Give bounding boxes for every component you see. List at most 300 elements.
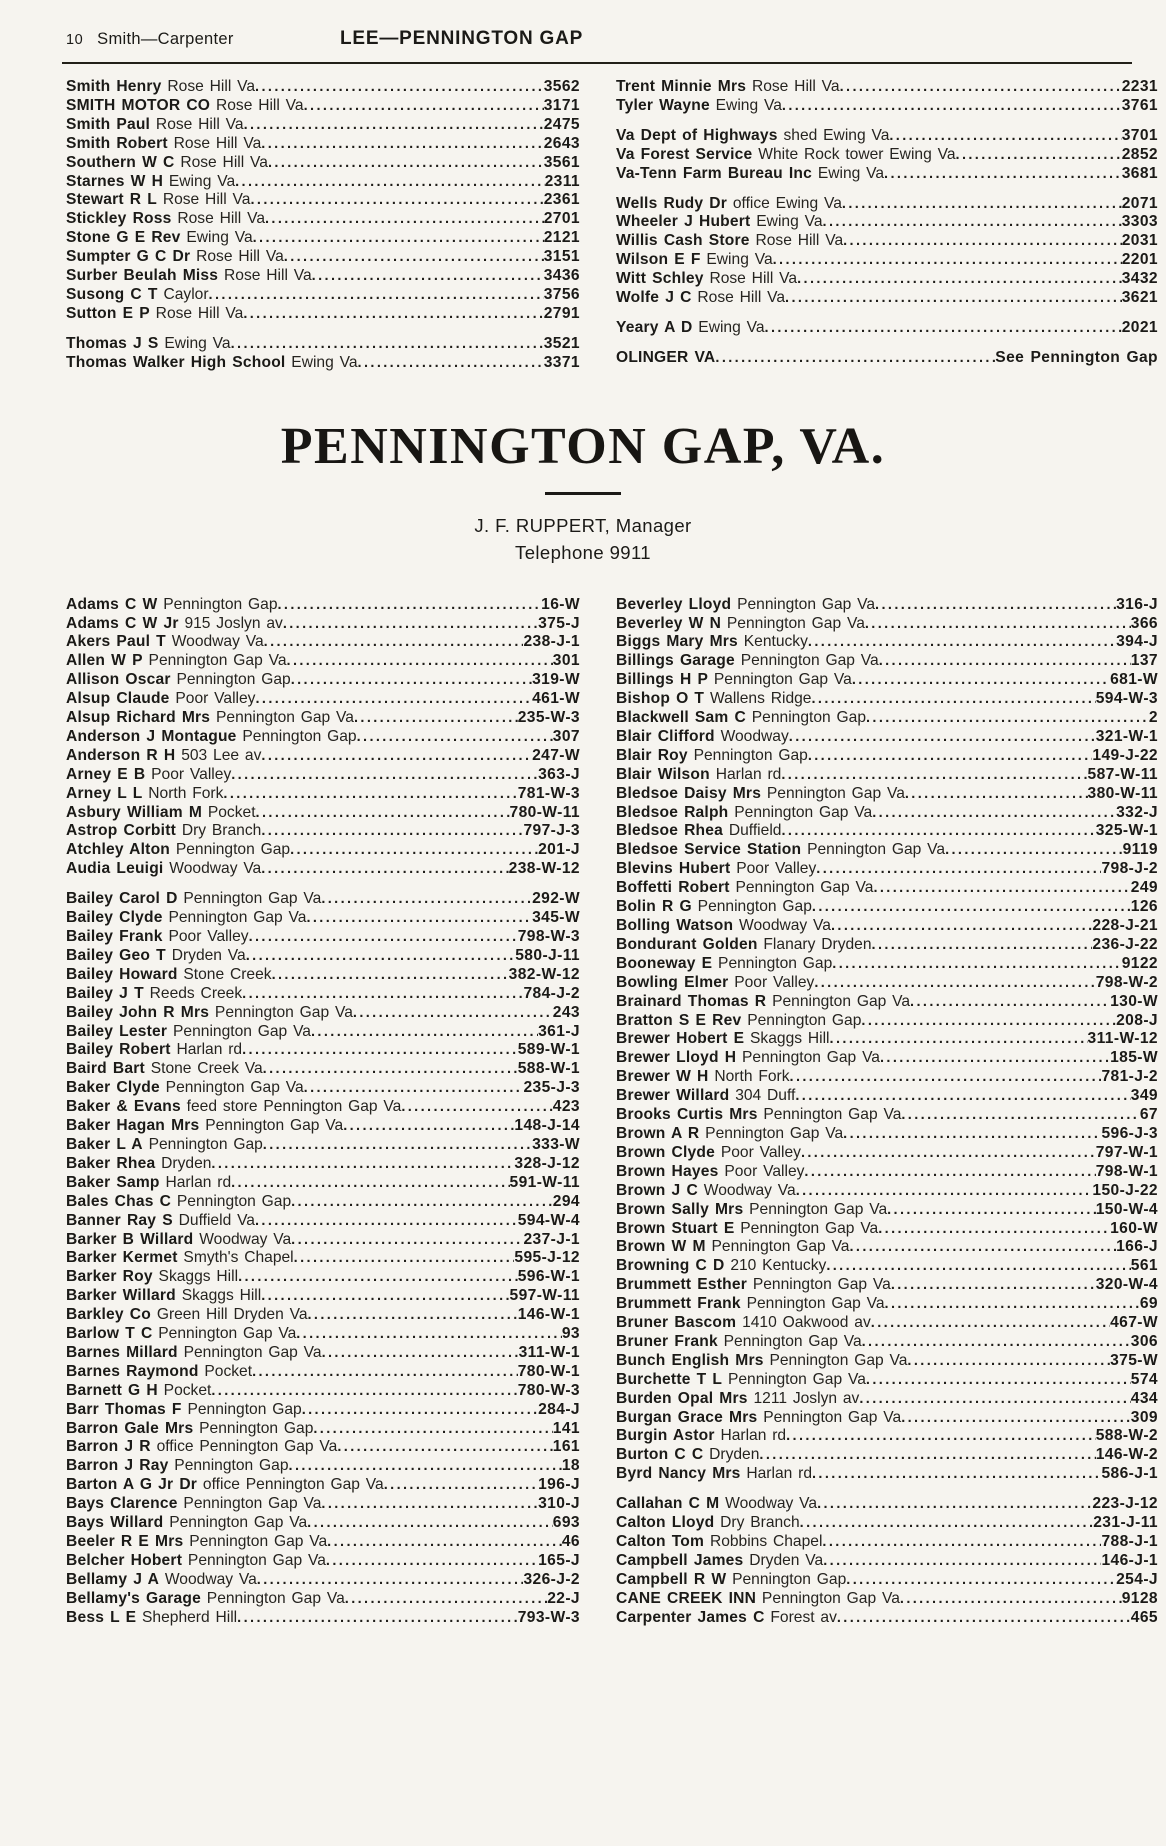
directory-entry [616,1030,1158,1049]
subscriber-name: Boffetti Robert [616,879,730,897]
directory-entry [616,1012,1158,1031]
phone-number: 332-J [1116,803,1158,821]
main-right-column [616,596,1158,1628]
phone-number: 2852 [1121,145,1158,163]
dot-leader [790,1068,1102,1087]
subscriber-name: Bolin R G [616,898,692,916]
directory-entry [66,690,580,709]
subscriber-location: Woodway [714,727,789,745]
phone-number: 596-J-3 [1101,1124,1158,1142]
subscriber-location: Pennington Gap Va [763,1351,908,1369]
phone-number: 196-J [538,1476,580,1494]
subscriber-name: Bratton S E Rev [616,1011,742,1029]
dot-leader [242,1041,518,1060]
subscriber-location: Pennington Gap Va [183,1533,328,1550]
subscriber-name: Wilson E F [616,251,701,269]
dot-leader [291,1193,553,1212]
subscriber-name: Bunch English Mrs [616,1351,764,1369]
subscriber-name: Anderson R H [66,746,176,764]
directory-entry [66,890,580,909]
phone-number: 22-J [547,1589,580,1607]
phone-number: 3303 [1121,213,1158,231]
dot-leader [257,1571,524,1590]
directory-entry [616,1571,1158,1590]
directory-entry [66,154,580,173]
subscriber-name: Baird Bart [66,1060,145,1078]
directory-entry [66,1136,580,1155]
directory-entry [66,1117,580,1136]
subscriber-name: Burgan Grace Mrs [616,1408,758,1426]
subscriber-name: Baker L A [66,1135,143,1153]
subscriber-name: Bailey Carol D [66,890,178,908]
directory-entry [66,985,580,1004]
subscriber-name: Allen W P [66,652,143,670]
subscriber-name: Stewart R L [66,191,157,209]
directory-entry [66,1401,580,1420]
directory-entry [66,1514,580,1533]
phone-number: 3561 [543,153,580,171]
phone-number: 238-J-1 [523,633,580,651]
entry-group [66,596,580,880]
subscriber-name: Willis Cash Store [616,232,750,250]
directory-entry [66,78,580,97]
subscriber-name: Barron J Ray [66,1457,169,1475]
telephone-line: Telephone 9911 [515,541,651,563]
dot-leader [852,671,1110,690]
directory-entry [616,97,1158,116]
dot-leader [244,116,544,135]
subscriber-name: Baker & Evans [66,1098,181,1116]
directory-entry [66,1438,580,1457]
phone-number: 141 [552,1419,580,1437]
phone-number: 3701 [1121,126,1158,144]
dot-leader [278,596,542,615]
dot-leader [231,766,538,785]
phone-number: 784-J-2 [523,984,580,1002]
directory-entry [66,116,580,135]
dot-leader [795,1087,1130,1106]
dot-leader [786,1427,1096,1446]
subscriber-name: Bailey J T [66,984,144,1002]
phone-number: 146-W-2 [1095,1446,1158,1464]
phone-number: 3562 [543,78,580,95]
subscriber-name: Adams C W [66,595,158,613]
phone-number: 681-W [1110,671,1158,689]
phone-number: 2361 [543,191,580,209]
subscriber-location: Pennington Gap Va [163,1514,308,1532]
subscriber-name: Burchette T L [616,1370,723,1388]
dot-leader [255,690,532,709]
subscriber-name: Smith Paul [66,115,151,133]
subscriber-location: Dryden [703,1446,760,1464]
subscriber-location: Poor Valley [728,973,815,991]
phone-number: 235-W-3 [517,709,580,727]
entry-group [66,335,580,373]
phone-number: 780-W-3 [517,1381,580,1399]
phone-number: 333-W [532,1135,580,1153]
phone-number: 254-J [1116,1570,1158,1588]
subscriber-name: Brooks Curtis Mrs [616,1106,758,1124]
directory-entry [616,1514,1158,1533]
subscriber-name: Va Dept of Highways [616,126,778,144]
subscriber-location: Kentucky [737,633,808,651]
subscriber-location: Pennington Gap Va [728,803,873,821]
subscriber-location: 915 Joslyn av [178,614,283,632]
subscriber-location: Ewing Va [811,164,885,182]
dot-leader [862,1333,1131,1352]
subscriber-location: Pennington Gap Va [199,1117,344,1135]
running-head-left: Smith—Carpenter [97,30,234,48]
phone-number: 345-W [532,909,580,927]
directory-entry [616,841,1158,860]
subscriber-name: Byrd Nancy Mrs [616,1465,741,1483]
subscriber-location: Pennington Gap Va [162,909,307,927]
subscriber-name: Yeary A D [616,318,693,336]
directory-entry [616,195,1158,214]
subscriber-location: Dry Branch [714,1514,800,1532]
dot-leader [353,1004,553,1023]
dot-leader [875,596,1116,615]
dot-leader [308,1306,518,1325]
subscriber-name: Bailey Clyde [66,909,163,927]
dot-leader [831,917,1092,936]
directory-entry [616,1495,1158,1514]
dot-leader [889,127,1121,146]
entry-group [616,596,1158,1485]
phone-number: 326-J-2 [523,1570,580,1588]
phone-number: 798-W-2 [1095,973,1158,991]
directory-entry [66,1023,580,1042]
phone-number: 434 [1130,1389,1158,1407]
dot-leader [209,286,544,305]
phone-number: 93 [561,1325,580,1343]
dot-leader [812,898,1131,917]
subscriber-location: Pennington Gap Va [705,1238,850,1256]
subscriber-name: Brewer Willard [616,1087,730,1105]
subscriber-name: Barker Willard [66,1287,176,1305]
directory-entry [616,1333,1158,1352]
phone-number: 594-W-3 [1095,690,1158,708]
subscriber-name: Sumpter G C Dr [66,248,191,266]
subscriber-name: Bailey Howard [66,965,178,983]
dot-leader [327,1533,562,1552]
phone-number: 2071 [1121,194,1158,212]
dot-leader [811,690,1095,709]
page-number: 10 [66,32,84,48]
phone-number: 208-J [1116,1011,1158,1029]
phone-number: 243 [552,1003,580,1021]
directory-entry [66,1060,580,1079]
directory-entry [616,917,1158,936]
subscriber-location: Rose Hill Va [167,134,262,152]
directory-entry [66,1382,580,1401]
directory-entry [66,1363,580,1382]
directory-entry [66,1306,580,1325]
subscriber-location: Pennington Gap Va [734,1219,879,1237]
directory-entry [616,879,1158,898]
directory-entry [616,1163,1158,1182]
directory-entry [616,1533,1158,1552]
phone-number: 237-J-1 [523,1230,580,1248]
directory-entry [66,1609,580,1628]
subscriber-location: Poor Valley [145,765,232,783]
phone-number: 461-W [532,690,580,708]
directory-entry [66,928,580,947]
directory-entry [66,652,580,671]
subscriber-name: Baker Samp [66,1173,160,1191]
subscriber-name: Bishop O T [616,690,705,708]
subscriber-location: Rose Hill Va [190,248,284,266]
subscriber-location: Pennington Gap [142,1135,263,1153]
phone-number: 9128 [1121,1589,1158,1607]
phone-number: 423 [552,1098,580,1116]
directory-entry [616,1609,1158,1628]
directory-entry [66,1174,580,1193]
dot-leader [891,1276,1096,1295]
directory-entry [616,213,1158,232]
subscriber-location: Pennington Gap Va [747,1276,891,1294]
phone-number: 693 [552,1514,580,1532]
directory-entry [66,1571,580,1590]
dot-leader [261,747,532,766]
subscriber-location: Woodway Va [163,860,262,878]
dot-leader [272,966,509,985]
subscriber-location: Rose Hill Va [749,232,844,250]
phone-number: 780-W-1 [517,1362,580,1380]
dot-leader [782,97,1122,116]
subscriber-name: Blair Clifford [616,727,715,745]
directory-entry [616,349,1158,368]
phone-number: 2643 [543,134,580,152]
directory-entry [66,1079,580,1098]
subscriber-name: Booneway E [616,954,713,972]
dot-leader [846,1571,1116,1590]
main-left-column [66,596,580,1628]
subscriber-location: Woodway Va [165,633,264,651]
subscriber-location: Pennington Gap [712,954,833,972]
subscriber-location: feed store Pennington Gap Va [180,1098,402,1116]
phone-number: 2201 [1121,251,1158,269]
phone-number: 150-W-4 [1095,1200,1158,1218]
dot-leader [265,210,544,229]
directory-entry [616,936,1158,955]
phone-number: 126 [1130,898,1158,916]
dot-leader [289,1457,562,1476]
subscriber-location: Pocket [157,1381,212,1399]
phone-number: 2021 [1121,318,1158,336]
subscriber-location: Woodway Va [719,1495,818,1513]
subscriber-name: Blackwell Sam C [616,709,746,727]
directory-entry [616,955,1158,974]
directory-entry [616,747,1158,766]
dot-leader [823,213,1122,232]
directory-entry [66,966,580,985]
directory-entry [66,1533,580,1552]
directory-entry [616,728,1158,747]
subscriber-name: Bellamy J A [66,1570,160,1588]
dot-leader [287,652,553,671]
dot-leader [816,860,1101,879]
dot-leader [872,936,1093,955]
phone-number: 781-W-3 [517,784,580,802]
entry-group [616,78,1158,116]
dot-leader [243,305,543,324]
subscriber-name: Brewer Hobert E [616,1030,745,1048]
dot-leader [313,1420,552,1439]
dot-leader [290,841,538,860]
directory-entry [66,267,580,286]
directory-entry [66,1098,580,1117]
subscriber-name: Brown Hayes [616,1162,719,1180]
phone-number: 586-J-1 [1101,1465,1158,1483]
dot-leader [884,165,1122,184]
subscriber-name: Bays Clarence [66,1495,178,1513]
phone-number: 2311 [544,172,580,190]
phone-number: 236-J-22 [1092,935,1158,953]
phone-number: 588-W-1 [517,1060,580,1078]
directory-entry [616,974,1158,993]
dot-leader [237,1609,518,1628]
subscriber-name: Campbell R W [616,1570,727,1588]
directory-entry [616,690,1158,709]
subscriber-location: Dryden Va [165,946,246,964]
subscriber-name: Barkley Co [66,1306,151,1324]
subscriber-location: Pennington Gap Va [177,890,322,908]
directory-entry [66,1420,580,1439]
subscriber-location: Harlan rd [709,765,782,783]
subscriber-location: Smyth's Chapel [177,1249,294,1267]
entry-group [616,319,1158,338]
subscriber-name: Wheeler J Hubert [616,213,751,231]
subscriber-location: Dry Branch [175,822,262,840]
subscriber-location: Pennington Gap Va [757,1408,902,1426]
phone-number: 798-W-1 [1095,1162,1158,1180]
subscriber-name: Biggs Mary Mrs [616,633,738,651]
subscriber-name: Calton Tom [616,1533,705,1550]
subscriber-location: 210 Kentucky [724,1257,827,1275]
subscriber-location: Woodway Va [193,1230,292,1248]
dot-leader [781,822,1095,841]
phone-number: 310-J [538,1495,580,1513]
phone-number: 146-W-1 [517,1306,580,1324]
subscriber-location: Pennington Gap [168,1457,289,1475]
dot-leader [249,928,518,947]
dot-leader [887,1201,1096,1220]
subscriber-location: office Pennington Gap Va [197,1476,384,1494]
subscriber-location: Pennington Gap Va [801,841,946,859]
dot-leader [773,251,1122,270]
dot-leader [256,804,510,823]
subscriber-location: Reeds Creek [143,984,243,1002]
phone-number: 375-W [1110,1351,1158,1369]
subscriber-name: Alsup Claude [66,690,170,708]
dot-leader [901,1106,1139,1125]
dot-leader [879,652,1131,671]
directory-entry [66,229,580,248]
phone-number: 130-W [1110,992,1158,1010]
subscriber-name: Trent Minnie Mrs [616,78,747,95]
subscriber-name: Bailey Robert [66,1041,171,1059]
dot-leader [261,135,543,154]
dot-leader [294,1249,515,1268]
subscriber-location: Rose Hill Va [150,115,244,133]
dot-leader [800,1514,1094,1533]
dot-leader [837,1609,1131,1628]
subscriber-name: Brown Sally Mrs [616,1200,744,1218]
directory-entry [616,1295,1158,1314]
subscriber-location: Rose Hill Va [149,304,244,322]
subscriber-location: Pennington Gap [687,746,808,764]
dot-leader [261,860,508,879]
dot-leader [250,191,543,210]
dot-leader [907,1352,1110,1371]
dot-leader [814,974,1095,993]
phone-number: 3756 [543,285,580,303]
directory-entry [616,1238,1158,1257]
subscriber-name: Brummett Esther [616,1276,748,1294]
main-section [66,596,1158,1628]
phone-number: 311-W-12 [1087,1030,1158,1048]
phone-number: 292-W [532,890,580,908]
dot-leader [401,1098,552,1117]
directory-entry [66,1590,580,1609]
phone-number: 596-W-1 [517,1268,580,1286]
subscriber-name: Barron Gale Mrs [66,1419,194,1437]
subscriber-location: Pennington Gap [741,1011,862,1029]
phone-number: 3432 [1121,270,1158,288]
subscriber-name: Burgin Astor [616,1427,715,1445]
subscriber-location: Rose Hill Va [174,153,268,171]
subscriber-location: Pocket [198,1362,253,1380]
phone-number: 306 [1130,1332,1158,1350]
subscriber-location: Dryden Va [743,1551,824,1569]
phone-number: 3761 [1121,96,1158,114]
directory-entry [616,1314,1158,1333]
directory-entry [66,1344,580,1363]
subscriber-name: Susong C T [66,285,158,303]
subscriber-location: Ewing Va [709,96,782,114]
subscriber-name: Barnett G H [66,1381,158,1399]
dot-leader [263,1136,532,1155]
subscriber-name: Bledsoe Ralph [616,803,729,821]
manager-line: J. F. RUPPERT, Manager [474,514,692,536]
subscriber-name: Baker Rhea [66,1154,156,1172]
subscriber-location: Woodway Va [733,917,831,934]
subscriber-name: Brown Clyde [616,1143,716,1161]
directory-entry [66,354,580,373]
subscriber-location: Forest av [764,1608,837,1626]
dot-leader [263,1060,518,1079]
phone-number: 3151 [543,248,580,266]
phone-number: 380-W-11 [1087,784,1158,802]
phone-number: 788-J-1 [1101,1533,1158,1550]
phone-number: 2791 [543,304,580,322]
subscriber-name: Bruner Frank [616,1332,718,1350]
directory-entry [66,947,580,966]
subscriber-name: Beverley Lloyd [616,595,732,613]
subscriber-location: White Rock tower Ewing Va [752,145,956,163]
directory-entry [66,1193,580,1212]
directory-entry [616,1552,1158,1571]
subscriber-location: Ewing Va [158,334,231,352]
subscriber-name: Barlow T C [66,1325,153,1343]
dot-leader [866,709,1149,728]
subscriber-location: 1211 Joslyn av [747,1389,860,1407]
directory-entry [616,1257,1158,1276]
dot-leader [842,195,1122,214]
phone-number: 325-W-1 [1095,822,1158,840]
dot-leader [871,1314,1110,1333]
